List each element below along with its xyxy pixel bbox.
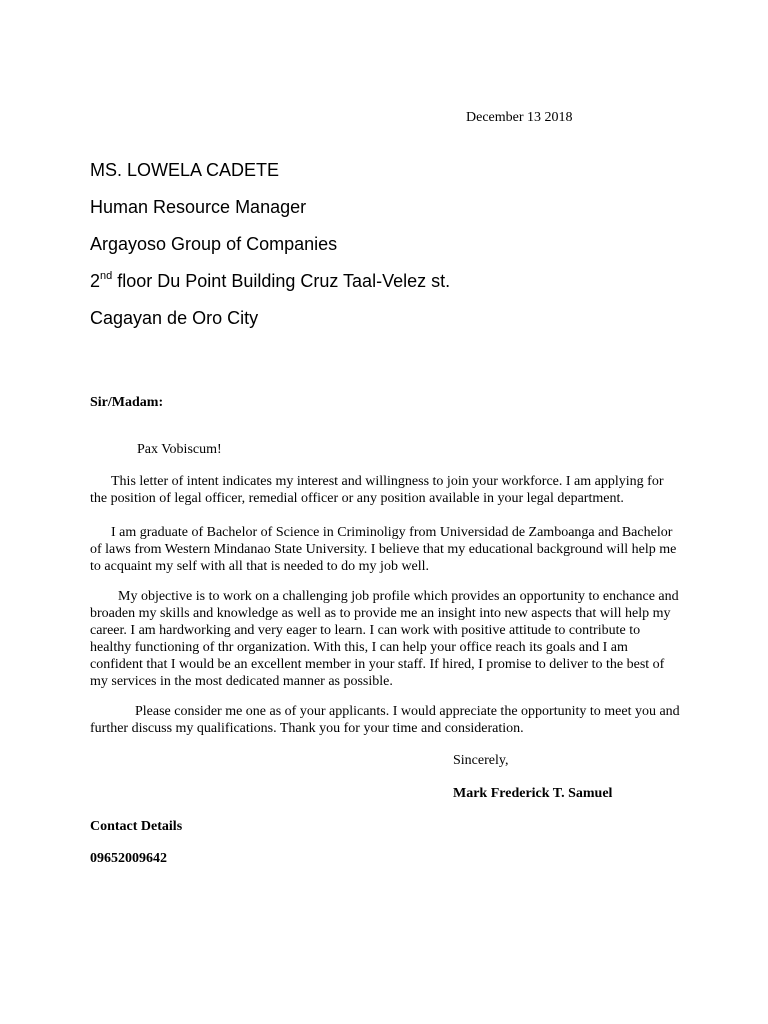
body-paragraph-3: My objective is to work on a challenging job profile which provides an opportunity to enchance and broaden my skills and knowledge as well as to provide me an insight into new aspects that will help my career. I am hardworking and very eager to learn. I can work with positive attitude to contribute to healthy functioning of thr organization. With this, I can help your office reach its goals and I am confident that I would be an excellent member in your staff. If hired, I promise to deliver to the best of my services in the most dedicated manner as possible. (90, 589, 679, 689)
closing: Sincerely, (453, 753, 509, 768)
recipient-city: Cagayan de Oro City (90, 308, 259, 328)
phone-number: 09652009642 (90, 851, 167, 866)
address-floor-suffix: nd (100, 270, 113, 282)
contact-details-label: Contact Details (90, 819, 183, 834)
recipient-name: MS. LOWELA CADETE (90, 160, 280, 180)
recipient-company: Argayoso Group of Companies (90, 234, 338, 254)
greeting: Pax Vobiscum! (137, 442, 222, 457)
salutation: Sir/Madam: (90, 395, 164, 410)
body-paragraph-2: I am graduate of Bachelor of Science in Criminoligy from Universidad de Zamboanga and Bachelor of laws from Western Mindanao State University. I believe that my educational background will help me to acquaint my self with all that is needed to do my job well. (90, 525, 677, 574)
address-floor-number: 2 (90, 271, 101, 291)
recipient-address (90, 270, 450, 292)
body-paragraph-1: This letter of intent indicates my interest and willingness to join your workforce. I am applying for the position of legal officer, remedial officer or any position available in your legal department. (90, 474, 664, 506)
recipient-title: Human Resource Manager (90, 197, 307, 217)
letter-date: December 13 2018 (466, 110, 573, 125)
body-paragraph-4: Please consider me one as of your applicants. I would appreciate the opportunity to meet you and further discuss my qualifications. Thank you for your time and consideration. (90, 704, 680, 736)
signer-name: Mark Frederick T. Samuel (453, 786, 613, 801)
address-street: floor Du Point Building Cruz Taal-Velez st. (112, 271, 451, 291)
